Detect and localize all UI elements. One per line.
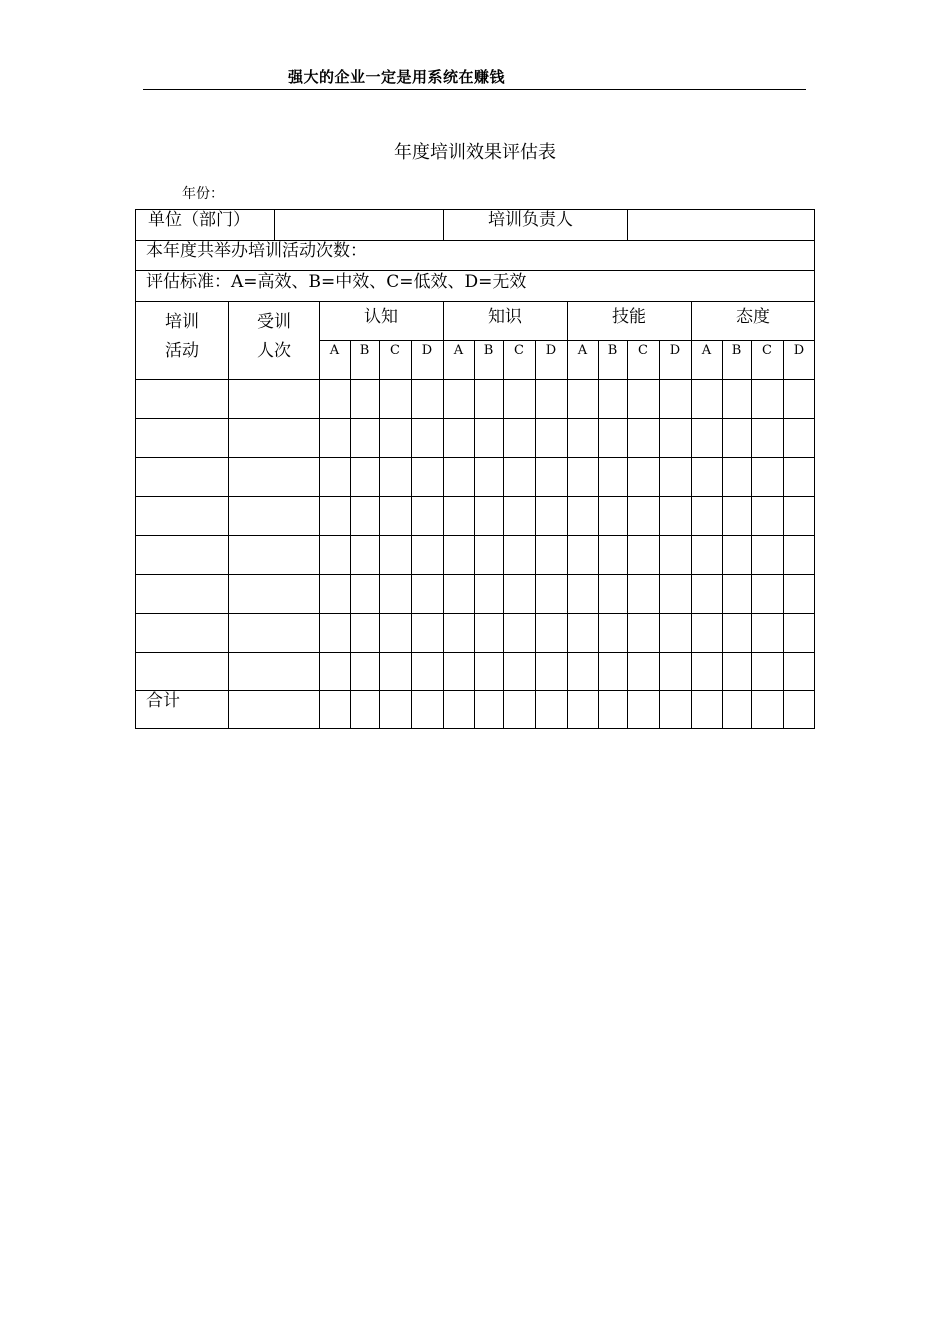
grade-label-d: D — [421, 343, 433, 358]
grade-col-divider — [350, 340, 351, 729]
unit-label: 单位（部门） — [148, 210, 250, 230]
criteria-label: 评估标准：A=高效、B=中效、C=低效、D=无效 — [146, 272, 527, 292]
header-divider — [143, 89, 806, 90]
grade-col-divider — [659, 340, 660, 729]
grade-label-b: B — [483, 343, 494, 358]
col-divider — [443, 209, 444, 240]
col-divider — [627, 209, 628, 240]
grade-col-divider — [783, 340, 784, 729]
grade-label-c: C — [514, 343, 524, 358]
document-title: 年度培训效果评估表 — [394, 142, 556, 163]
col-divider — [691, 301, 692, 729]
row-divider — [135, 496, 815, 497]
col-divider — [228, 301, 229, 729]
row-divider — [135, 379, 815, 380]
group-header-attitude: 态度 — [736, 307, 770, 327]
grade-label-b: B — [359, 343, 370, 358]
total-label: 合计 — [146, 691, 180, 711]
col-divider — [274, 209, 275, 240]
grade-col-divider — [411, 340, 412, 729]
group-header-knowledge: 知识 — [488, 307, 522, 327]
owner-label: 培训负责人 — [488, 210, 573, 230]
grade-label-b: B — [731, 343, 742, 358]
col-divider — [319, 301, 320, 729]
grade-label-d: D — [793, 343, 805, 358]
col-header-trainees-line2: 人次 — [257, 341, 291, 361]
row-divider — [135, 301, 815, 302]
grade-label-d: D — [545, 343, 557, 358]
grade-label-a: A — [453, 343, 464, 358]
row-divider — [135, 535, 815, 536]
grade-col-divider — [535, 340, 536, 729]
group-header-skill: 技能 — [612, 307, 646, 327]
row-divider — [135, 613, 815, 614]
col-header-activity — [136, 312, 228, 361]
row-divider — [135, 690, 815, 691]
row-divider — [135, 270, 815, 271]
grade-label-b: B — [607, 343, 618, 358]
header-slogan: 强大的企业一定是用系统在赚钱 — [288, 68, 506, 86]
grade-label-c: C — [638, 343, 648, 358]
col-header-trainees-line1: 受训 — [257, 312, 291, 332]
grade-label-a: A — [329, 343, 340, 358]
grade-label-c: C — [390, 343, 400, 358]
sessions-label: 本年度共举办培训活动次数： — [146, 241, 367, 261]
row-divider — [135, 574, 815, 575]
year-label: 年份： — [182, 186, 224, 202]
grade-col-divider — [751, 340, 752, 729]
grade-col-divider — [598, 340, 599, 729]
grade-col-divider — [503, 340, 504, 729]
grade-col-divider — [627, 340, 628, 729]
col-header-activity-line2: 活动 — [165, 341, 199, 361]
grade-label-d: D — [669, 343, 681, 358]
row-divider — [135, 652, 815, 653]
grade-label-a: A — [701, 343, 712, 358]
grade-col-divider — [379, 340, 380, 729]
grade-col-divider — [722, 340, 723, 729]
col-header-trainees — [229, 312, 319, 361]
grade-col-divider — [474, 340, 475, 729]
row-divider — [135, 418, 815, 419]
row-divider — [135, 240, 815, 241]
grade-label-c: C — [762, 343, 772, 358]
col-header-activity-line1: 培训 — [165, 312, 199, 332]
col-divider — [567, 301, 568, 729]
group-header-cognition: 认知 — [364, 307, 398, 327]
row-divider — [135, 457, 815, 458]
col-divider — [443, 301, 444, 729]
grade-label-a: A — [577, 343, 588, 358]
